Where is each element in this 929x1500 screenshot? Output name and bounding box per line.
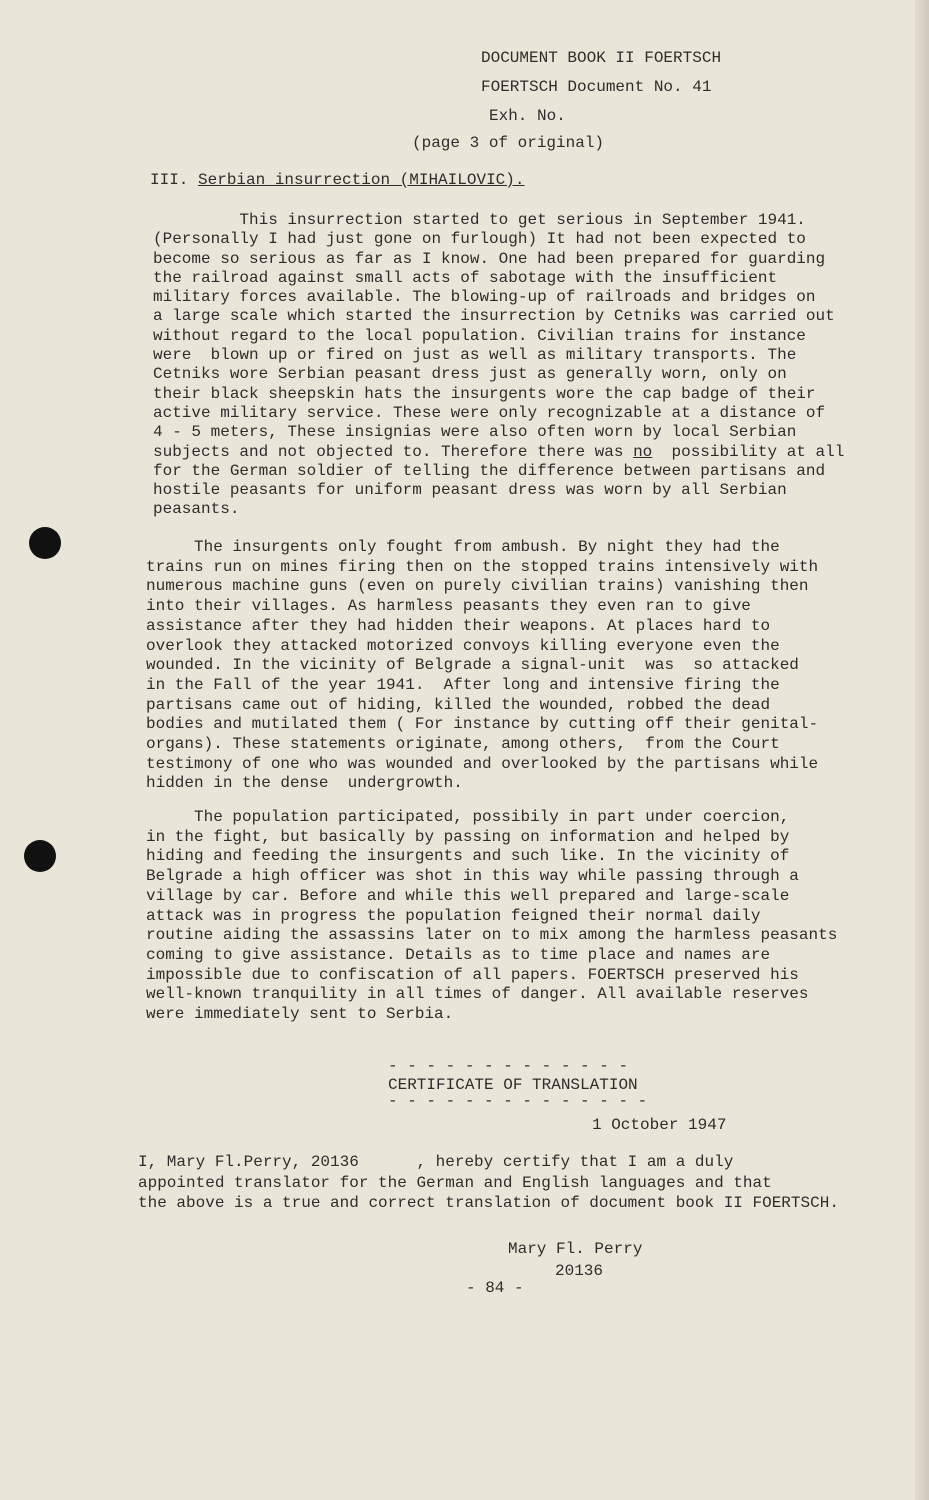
text-line: were blown up or fired on just as well as military transports. The <box>153 346 797 365</box>
page-number: - 84 - <box>466 1279 524 1297</box>
text-line: village by car. Before and while this well prepared and large-scale <box>146 886 790 905</box>
text-line: organs). These statements originate, among others, from the Court <box>146 735 780 754</box>
section-number: III. <box>150 171 189 189</box>
signature-number: 20136 <box>555 1262 604 1280</box>
paragraph-2 <box>146 538 818 794</box>
text-line: hostile peasants for uniform peasant dress was worn by all Serbian <box>153 481 787 500</box>
text-line: numerous machine guns (even on purely civilian trains) vanishing then <box>146 577 809 596</box>
text-line: attack was in progress the population feigned their normal daily <box>146 906 761 925</box>
page-reference: (page 3 of original) <box>412 134 605 152</box>
text-line: partisans came out of hiding, killed the wounded, robbed the dead <box>146 695 771 714</box>
certificate-date: 1 October 1947 <box>592 1116 727 1134</box>
text-line: The population participated, possibily in part under coercion, <box>146 808 790 826</box>
text-line: overlook they attacked motorized convoys killing everyone even the <box>146 636 780 655</box>
text-line: bodies and mutilated them ( For instance by cutting off their genital- <box>146 715 819 734</box>
signature-name: Mary Fl. Perry <box>508 1240 643 1258</box>
text-line: peasants. <box>153 500 240 519</box>
text-line: 4 - 5 meters, These insignias were also often worn by local Serbian <box>153 423 797 442</box>
text-line: their black sheepskin hats the insurgents wore the cap badge of their <box>153 384 816 403</box>
certificate-divider-bottom: - - - - - - - - - - - - - - <box>388 1092 648 1110</box>
text-line: become so serious as far as I know. One had been prepared for guarding <box>153 249 826 268</box>
page-edge-shadow <box>915 0 929 1500</box>
section-title: Serbian insurrection (MIHAILOVIC). <box>198 171 525 189</box>
text-line: appointed translator for the German and English languages and that <box>138 1173 772 1192</box>
emphasis-no: no <box>633 442 653 461</box>
text-line: hiding and feeding the insurgents and such like. In the vicinity of <box>146 847 790 866</box>
text-line: routine aiding the assassins later on to mix among the harmless peasants <box>146 926 838 945</box>
text-line: were immediately sent to Serbia. <box>146 1005 454 1024</box>
text-line: in the fight, but basically by passing on information and helped by <box>146 827 790 846</box>
text-line: Belgrade a high officer was shot in this way while passing through a <box>146 867 799 886</box>
document-book-label: DOCUMENT BOOK II FOERTSCH <box>481 49 722 67</box>
text-line: military forces available. The blowing-up of railroads and bridges on <box>153 288 816 307</box>
paragraph-1 <box>153 211 844 520</box>
certificate-body <box>138 1152 839 1214</box>
text-line: a large scale which started the insurrection by Cetniks was carried out <box>153 307 835 326</box>
text-line: coming to give assistance. Details as to time place and names are <box>146 945 771 964</box>
text-line: for the German soldier of telling the difference between partisans and <box>153 461 826 480</box>
exhibit-number: Exh. No. <box>489 107 566 125</box>
binder-punch-hole <box>24 840 56 872</box>
text-line: This insurrection started to get serious in September 1941. <box>153 211 806 229</box>
text-line: the railroad against small acts of sabotage with the insufficient <box>153 268 778 287</box>
paragraph-3 <box>146 808 837 1025</box>
text-line: without regard to the local population. Civilian trains for instance <box>153 326 806 345</box>
text-line: wounded. In the vicinity of Belgrade a signal-unit was so attacked <box>146 656 799 675</box>
binder-punch-hole <box>29 527 61 559</box>
section-heading <box>150 171 524 190</box>
text-line: I, Mary Fl.Perry, 20136 , hereby certify that I am a duly <box>138 1153 734 1171</box>
text-line: Cetniks wore Serbian peasant dress just as generally worn, only on <box>153 365 787 384</box>
text-line: into their villages. As harmless peasants they even ran to give <box>146 597 751 616</box>
certificate-title: CERTIFICATE OF TRANSLATION <box>388 1076 638 1094</box>
text-line: the above is a true and correct translation of document book II FOERTSCH. <box>138 1194 839 1212</box>
text-line: active military service. These were only recognizable at a distance of <box>153 403 826 422</box>
text-line: assistance after they had hidden their weapons. At places hard to <box>146 616 771 635</box>
text-line: in the Fall of the year 1941. After long and intensive firing the <box>146 675 780 694</box>
text-line: trains run on mines firing then on the stopped trains intensively with <box>146 557 819 576</box>
certificate-divider-top: - - - - - - - - - - - - - <box>388 1057 629 1075</box>
text-line: well-known tranquility in all times of danger. All available reserves <box>146 985 809 1004</box>
document-number: FOERTSCH Document No. 41 <box>481 78 712 96</box>
text-line: The insurgents only fought from ambush. By night they had the <box>146 538 780 556</box>
text-line: impossible due to confiscation of all papers. FOERTSCH preserved his <box>146 965 799 984</box>
text-line: testimony of one who was wounded and overlooked by the partisans while <box>146 754 819 773</box>
text-line: (Personally I had just gone on furlough) It had not been expected to <box>153 230 806 249</box>
text-line: subjects and not objected to. Therefore there was no possibility at all <box>153 442 845 461</box>
text-line: hidden in the dense undergrowth. <box>146 774 463 793</box>
